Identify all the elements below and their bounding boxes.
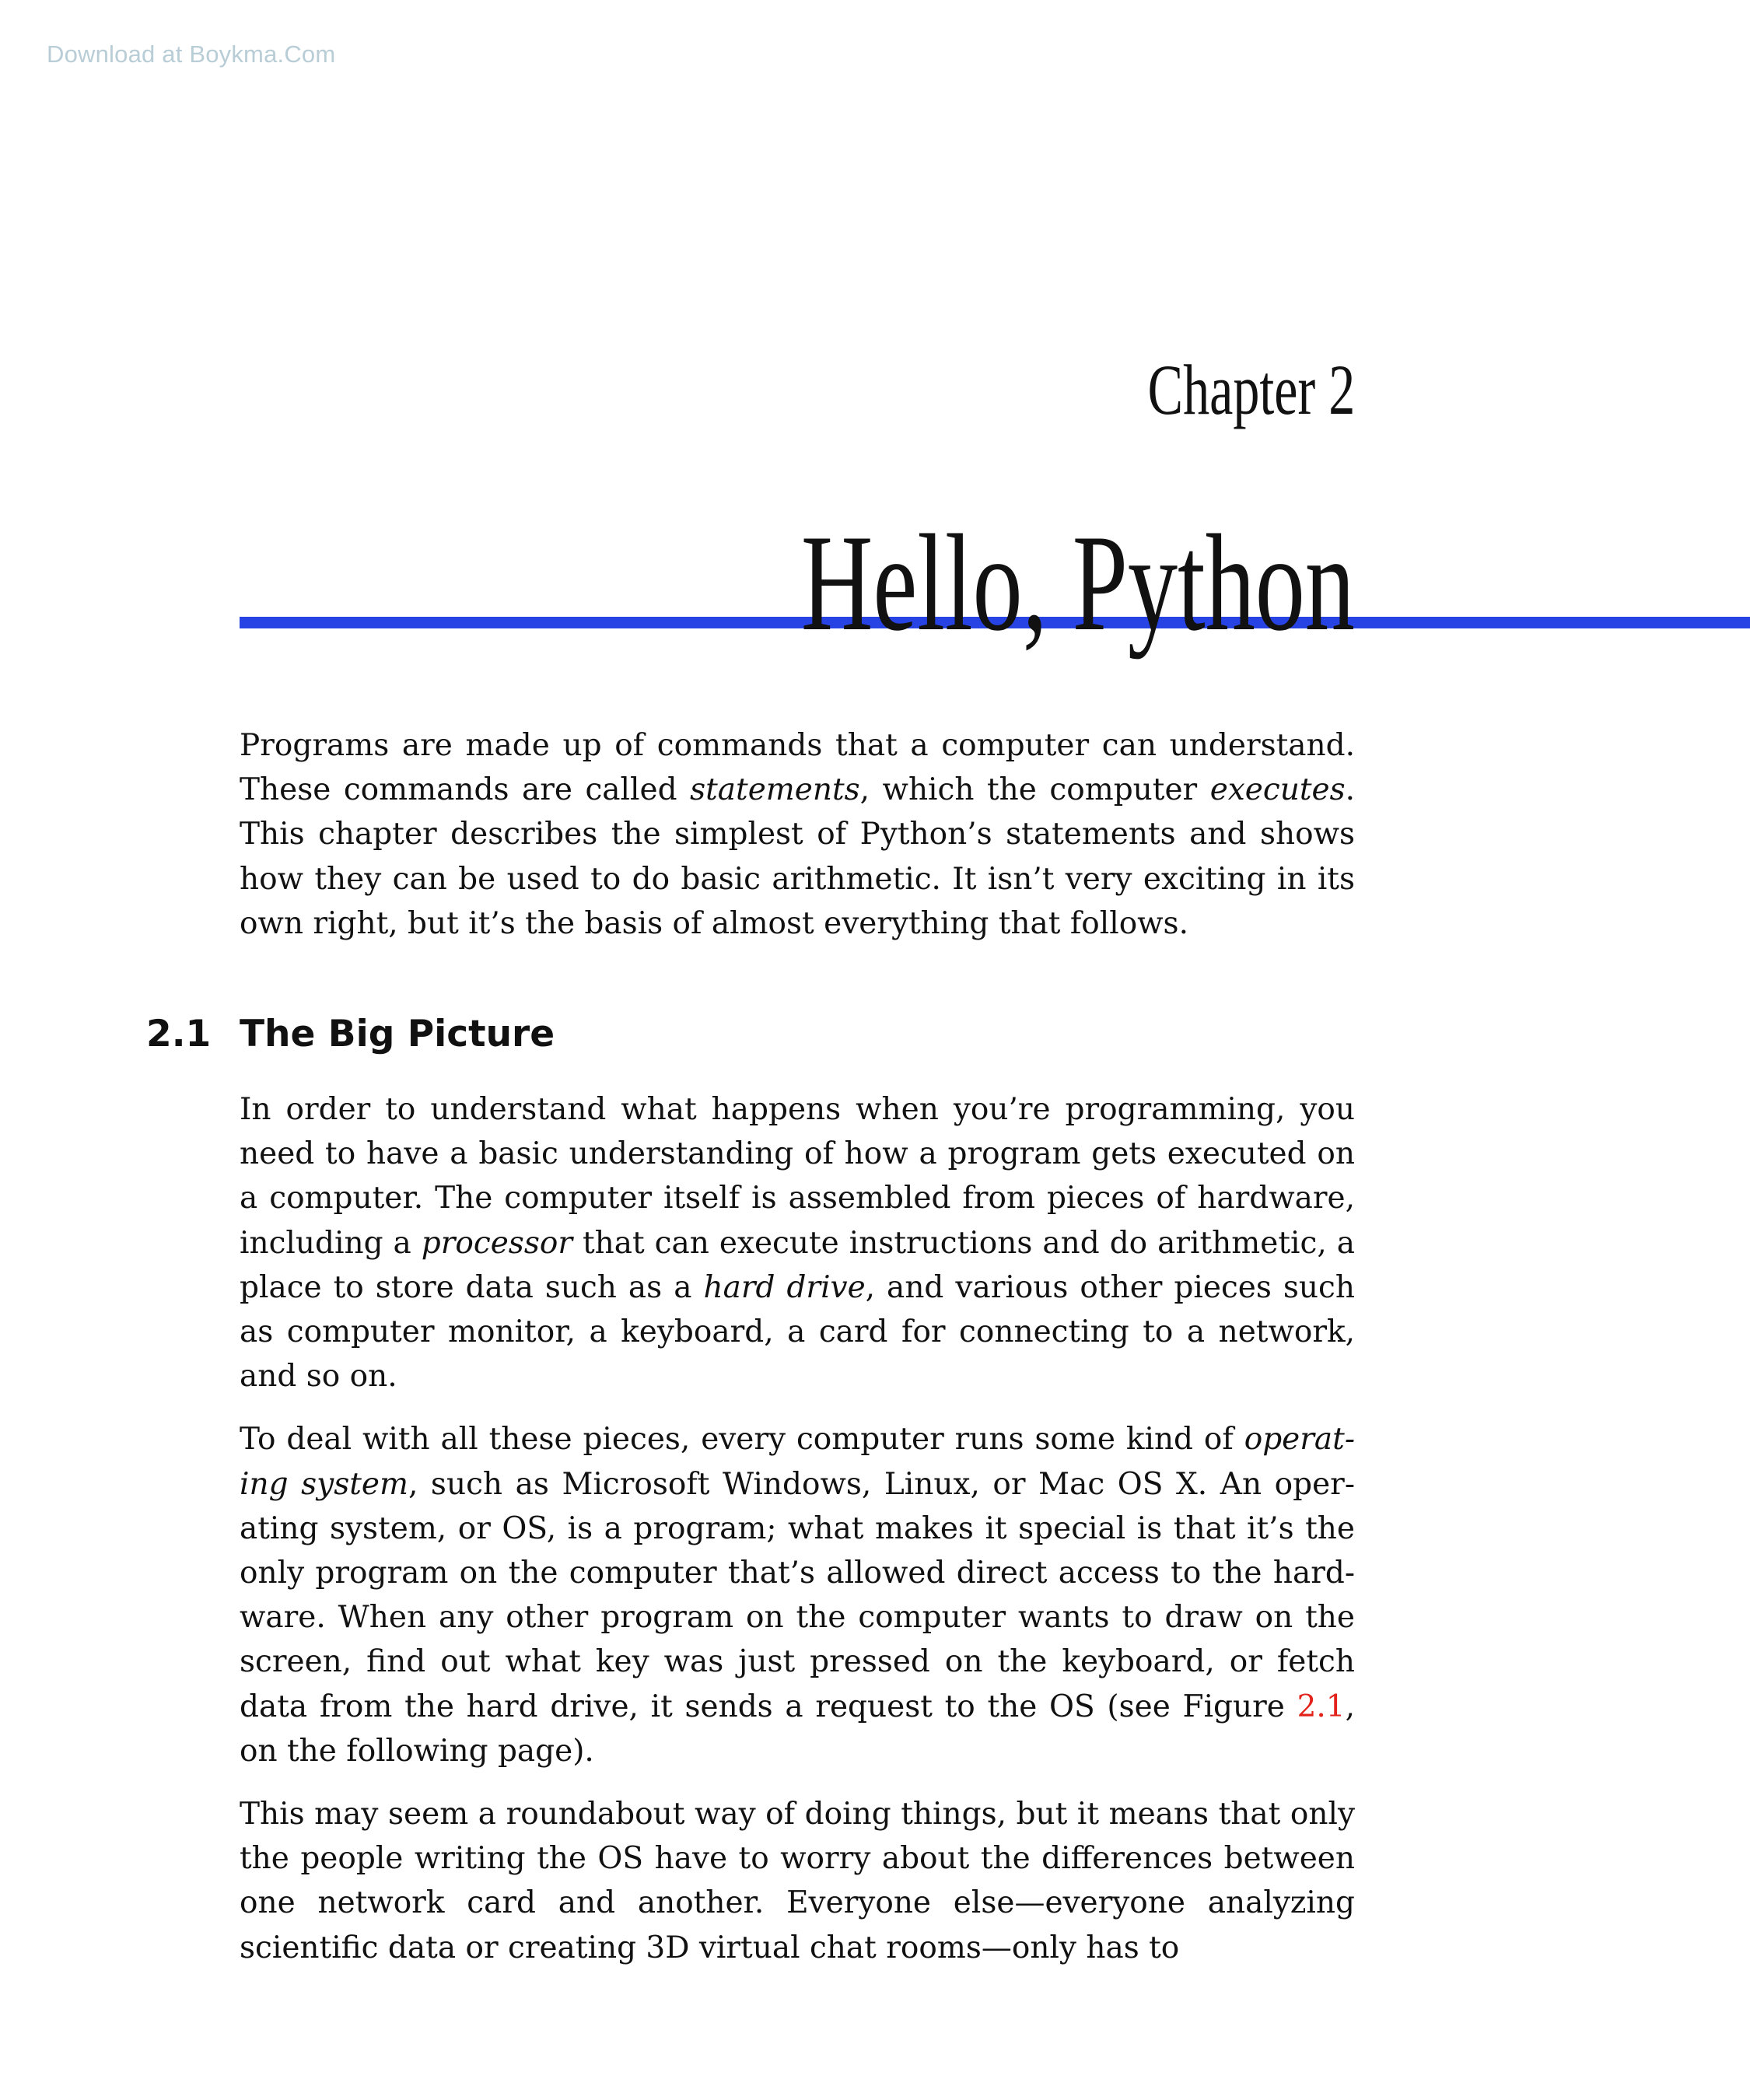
body-paragraph-1 [240, 1087, 1355, 1398]
para1-text-1: In order to understand what happens when you’re programming, you need to have a basic understanding of how a program gets executed on a computer. The computer itself is assembled from pieces of hardware, including a [240, 1092, 1355, 1261]
watermark-text: Download at Boykma.Com [47, 40, 336, 68]
section-title: The Big Picture [240, 1013, 555, 1055]
para2-text-3: , on the following page). [240, 1689, 1355, 1769]
para1-text-3: , and various other pieces such as computer monitor, a keyboard, a card for connecting to a network, and so on. [240, 1269, 1355, 1395]
para1-text-2: that can execute instructions and do arithmetic, a place to store data such as a [240, 1225, 1355, 1305]
para2-text-2: , such as Microsoft Windows, Linux, or Mac OS X. An operating system, or OS, is a program; what makes it special is that it’s the only program on the computer that’s allowed direct access to the hardware. When any other program on the computer wants to draw on the screen, find out what key was just pressed on the keyboard, or fetch data from the hard drive, it sends a request to the OS (see Figure [240, 1466, 1356, 1724]
body-paragraph-3 [240, 1792, 1355, 1970]
para2-text-1: To deal with all these pieces, every computer runs some kind of [240, 1422, 1244, 1458]
para1-term-processor: processor [421, 1225, 572, 1261]
intro-text-1: Programs are made up of commands that a computer can understand. These commands are called [240, 728, 1355, 808]
intro-term-statements: statements [690, 772, 860, 808]
chapter-title: Hello, Python [800, 506, 1355, 660]
intro-text-3: . This chapter describes the simplest of Python’s statements and shows how they can be used to do basic arithmetic. It isn’t very exciting in its own right, but it’s the basis of almost everything that follows. [240, 772, 1355, 941]
intro-block [240, 723, 1355, 964]
section-heading [146, 1013, 555, 1055]
para1-term-hard-drive: hard drive [703, 1269, 866, 1305]
section-number: 2.1 [146, 1013, 212, 1055]
para2-term-operating-system: operating system [240, 1422, 1355, 1502]
intro-text-2: , which the computer [859, 772, 1210, 808]
chapter-label: Chapter 2 [1147, 350, 1355, 429]
section-body [240, 1087, 1355, 1989]
body-paragraph-2 [240, 1417, 1355, 1773]
intro-paragraph [240, 723, 1355, 946]
para3-text-1: This may seem a roundabout way of doing things, but it means that only the people writing the OS have to worry about the differences between one network card and another. Everyone else—everyone analyzing scientific data or creating 3D virtual chat rooms—only has to [240, 1797, 1355, 1965]
figure-reference-link[interactable]: 2.1 [1297, 1689, 1346, 1724]
intro-term-executes: executes [1209, 772, 1346, 808]
